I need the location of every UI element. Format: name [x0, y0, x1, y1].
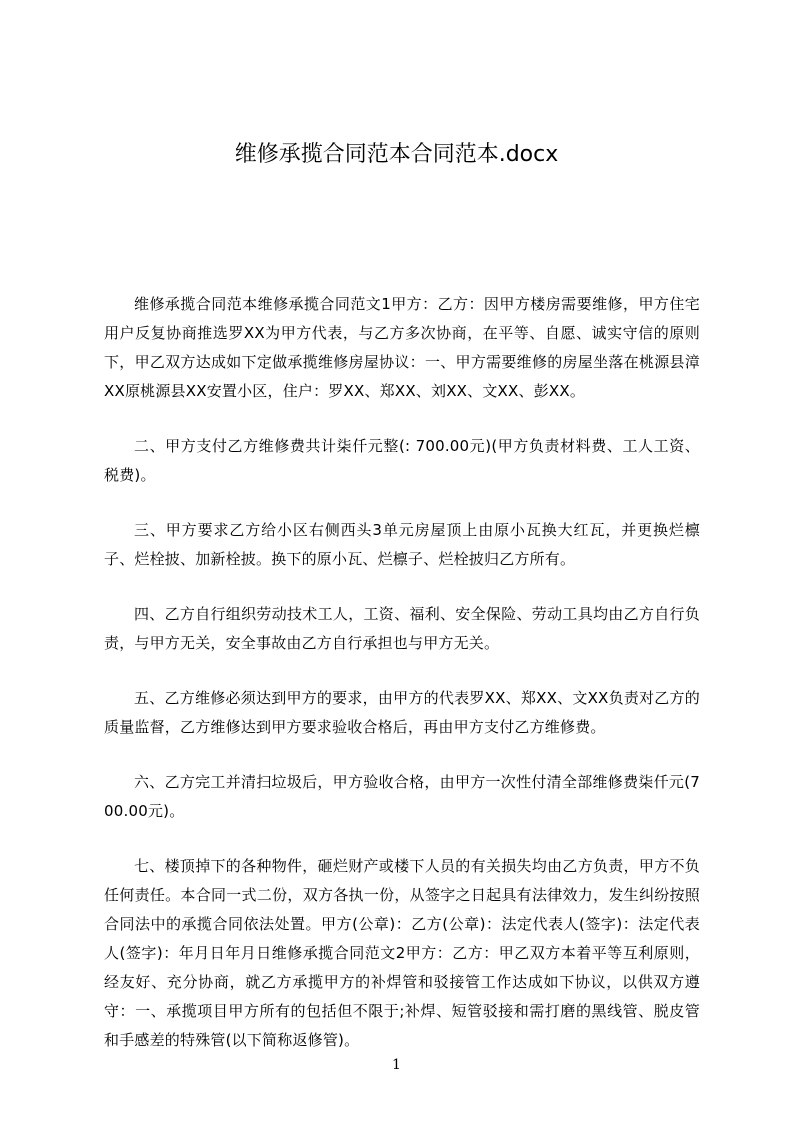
paragraph-4: 四、乙方自行组织劳动技术工人，工资、福利、安全保险、劳动工具均由乙方自行负责，与甲方无关，安全事故由乙方自行承担也与甲方无关。 — [104, 605, 700, 652]
paragraph-7: 七、楼顶掉下的各种物件，砸烂财产或楼下人员的有关损失均由乙方负责，甲方不负任何责任。本合同一式二份，双方各执一份，从签字之日起具有法律效力，发生纠纷按照合同法中的承揽合同依法处置。甲方(公章)：乙方(公章)：法定代表人(签字)：法定代表人(签字)：年月日年月日维修承揽合同范文2甲方：乙方：甲乙双方本着平等互利原则，经友好、充分协商，就乙方承揽甲方的补焊管和驳接管工作达成如下协议，以供双方遵守：一、承揽项目甲方所有的包括但不限于;补焊、短管驳接和需打磨的黑线管、脱皮管和手感差的特殊管(以下简称返修管)。 — [104, 857, 700, 1049]
document-title: 维修承揽合同范本合同范本.docx — [234, 142, 559, 167]
paragraph-6: 六、乙方完工并清扫垃圾后，甲方验收合格，由甲方一次性付清全部维修费柒仟元(700.00元)。 — [104, 773, 700, 820]
paragraph-2: 二、甲方支付乙方维修费共计柒仟元整(: 700.00元)(甲方负责材料费、工人工资、税费)。 — [104, 437, 700, 484]
document-body — [104, 290, 700, 1081]
paragraph-1: 维修承揽合同范本维修承揽合同范文1甲方：乙方：因甲方楼房需要维修，甲方住宅用户反复协商推选罗XX为甲方代表，与乙方多次协商，在平等、自愿、诚实守信的原则下，甲乙双方达成如下定做承揽维修房屋协议：一、甲方需要维修的房屋坐落在桃源县漳XX原桃源县XX安置小区，住户：罗XX、郑XX、刘XX、文XX、彭XX。 — [104, 295, 700, 400]
page-number: 1 — [392, 1057, 401, 1073]
paragraph-5: 五、乙方维修必须达到甲方的要求，由甲方的代表罗XX、郑XX、文XX负责对乙方的质量监督，乙方维修达到甲方要求验收合格后，再由甲方支付乙方维修费。 — [104, 689, 700, 736]
paragraph-3: 三、甲方要求乙方给小区右侧西头3单元房屋顶上由原小瓦换大红瓦，并更换烂檩子、烂栓披、加新栓披。换下的原小瓦、烂檩子、烂栓披归乙方所有。 — [104, 521, 700, 568]
